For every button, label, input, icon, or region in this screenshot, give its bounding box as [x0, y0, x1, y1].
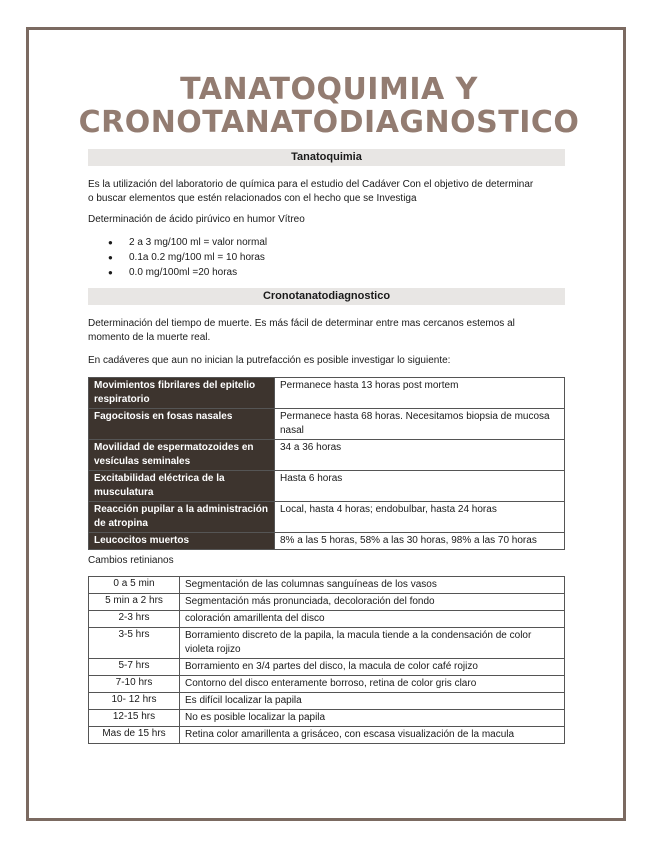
table-row [89, 502, 565, 533]
table-row [89, 378, 565, 409]
table-row [89, 409, 565, 440]
table-cell-time: 5 min a 2 hrs [89, 594, 180, 611]
table-row [89, 471, 565, 502]
table-cell-value: Permanece hasta 13 horas post mortem [275, 378, 565, 409]
table-cell-desc: coloración amarillenta del disco [180, 611, 565, 628]
section-heading-cronotanatodiagnostico: Cronotanatodiagnostico [88, 288, 565, 305]
list-item: ● 0.0 mg/100ml =20 horas [88, 265, 267, 280]
table-row [89, 727, 565, 744]
table-cell-label: Fagocitosis en fosas nasales [89, 409, 275, 440]
list-item: ● 0.1a 0.2 mg/100 ml = 10 horas [88, 250, 267, 265]
table-cell-value: Local, hasta 4 horas; endobulbar, hasta 24 horas [275, 502, 565, 533]
table-cell-desc: Borramiento en 3/4 partes del disco, la macula de color café rojizo [180, 659, 565, 676]
title-line-1: TANATOQUIMIA Y [180, 72, 478, 107]
table-cell-value: Hasta 6 horas [275, 471, 565, 502]
table-cell-time: 5-7 hrs [89, 659, 180, 676]
table-cell-label: Excitabilidad eléctrica de la musculatura [89, 471, 275, 502]
para2-text: En cadáveres que aun no inician la putrefacción es posible investigar lo siguiente: [88, 355, 451, 366]
table-row [89, 594, 565, 611]
table-cell-time: 2-3 hrs [89, 611, 180, 628]
table-row [89, 577, 565, 594]
intro-line-1: Es la utilización del laboratorio de química para el estudio del Cadáver Con el objetivo de determinar [88, 179, 534, 190]
table-cell-desc: Borramiento discreto de la papila, la macula tiende a la condensación de color violeta rojizo [180, 628, 565, 659]
table-cell-desc: No es posible localizar la papila [180, 710, 565, 727]
intro-line-2: o buscar elementos que estén relacionados con el hecho que se Investiga [88, 193, 417, 204]
table-cell-time: 0 a 5 min [89, 577, 180, 594]
table-cell-value: 34 a 36 horas [275, 440, 565, 471]
table-cell-label: Movimientos fibrilares del epitelio respiratorio [89, 378, 275, 409]
determination-text: Determinación de ácido pirúvico en humor Vítreo [88, 214, 305, 225]
table-cell-desc: Segmentación de las columnas sanguíneas de los vasos [180, 577, 565, 594]
table-row [89, 659, 565, 676]
table-cell-label: Movilidad de espermatozoides en vesículas seminales [89, 440, 275, 471]
table-cell-desc: Retina color amarillenta a grisáceo, con escasa visualización de la macula [180, 727, 565, 744]
bullet-list [88, 235, 267, 280]
table-row [89, 693, 565, 710]
table-cell-value: Permanece hasta 68 horas. Necesitamos biopsia de mucosa nasal [275, 409, 565, 440]
table-cell-desc: Es difícil localizar la papila [180, 693, 565, 710]
table-row [89, 533, 565, 550]
table-cell-value: 8% a las 5 horas, 58% a las 30 horas, 98% a las 70 horas [275, 533, 565, 550]
table-cell-time: 3-5 hrs [89, 628, 180, 659]
table-cell-desc: Contorno del disco enteramente borroso, retina de color gris claro [180, 676, 565, 693]
table-cell-desc: Segmentación más pronunciada, decoloración del fondo [180, 594, 565, 611]
retina-table [88, 576, 565, 744]
table-cell-label: Leucocitos muertos [89, 533, 275, 550]
table-cell-time: 12-15 hrs [89, 710, 180, 727]
para1-line-1: Determinación del tiempo de muerte. Es más fácil de determinar entre mas cercanos estemos al [88, 318, 515, 329]
para1-line-2: momento de la muerte real. [88, 332, 211, 343]
table-row [89, 628, 565, 659]
retina-label: Cambios retinianos [88, 555, 174, 566]
table-cell-time: 10- 12 hrs [89, 693, 180, 710]
title-line-2: CRONOTANATODIAGNOSTICO [78, 105, 580, 140]
table-row [89, 710, 565, 727]
table-row [89, 611, 565, 628]
table-cell-time: 7-10 hrs [89, 676, 180, 693]
table-row [89, 440, 565, 471]
section-heading-tanatoquimia: Tanatoquimia [88, 149, 565, 166]
table-row [89, 676, 565, 693]
list-item: ● 2 a 3 mg/100 ml = valor normal [88, 235, 267, 250]
postmortem-table [88, 377, 565, 550]
table-cell-label: Reacción pupilar a la administración de atropina [89, 502, 275, 533]
table-cell-time: Mas de 15 hrs [89, 727, 180, 744]
